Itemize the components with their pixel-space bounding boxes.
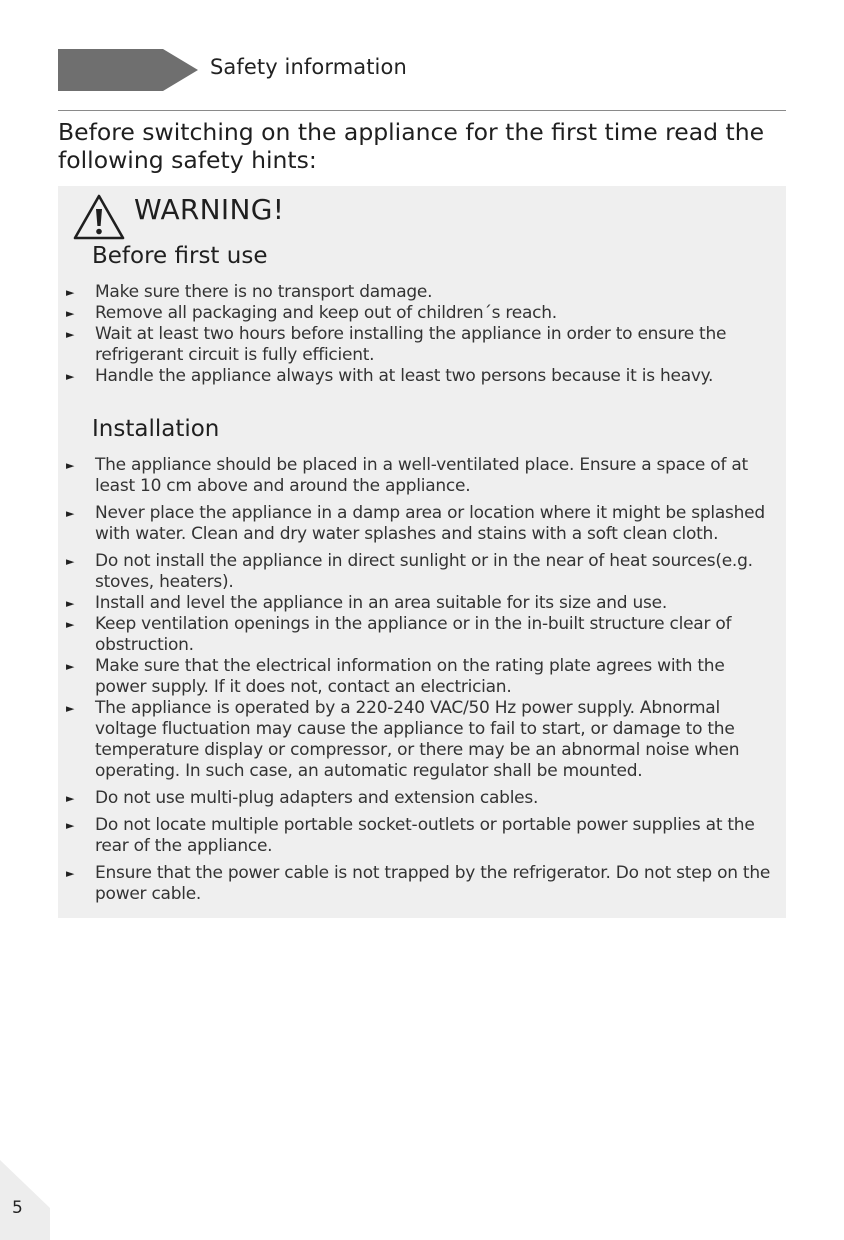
bullet-arrow-icon: ► xyxy=(66,792,75,805)
section-title: Safety information xyxy=(210,55,407,79)
warning-title: WARNING! xyxy=(134,193,285,226)
list-item: ► Ensure that the power cable is not trapped by the refrigerator. Do not step on the power cable. xyxy=(66,863,771,904)
list-item: ► Remove all packaging and keep out of children´s reach. xyxy=(66,303,557,323)
bullet-arrow-icon: ► xyxy=(66,307,75,320)
section-tab-marker xyxy=(58,49,198,91)
bullet-arrow-icon: ► xyxy=(66,286,75,299)
page-corner-tab xyxy=(0,1160,50,1240)
bullet-arrow-icon: ► xyxy=(66,507,75,520)
bullet-arrow-icon: ► xyxy=(66,702,75,715)
warning-triangle-icon xyxy=(72,193,126,241)
list-item: ► Make sure that the electrical information on the rating plate agrees with the power supply. If it does not, contact an electrician. xyxy=(66,656,725,697)
bullet-arrow-icon: ► xyxy=(66,328,75,341)
subheading-before-first-use: Before first use xyxy=(92,243,268,269)
list-item: ► Wait at least two hours before installing the appliance in order to ensure the refrigerant circuit is fully efficient. xyxy=(66,324,727,365)
bullet-arrow-icon: ► xyxy=(66,370,75,383)
bullet-arrow-icon: ► xyxy=(66,459,75,472)
list-item: ► Keep ventilation openings in the appliance or in the in-built structure clear of obstruction. xyxy=(66,614,732,655)
before-first-use-list xyxy=(58,282,780,387)
bullet-arrow-icon: ► xyxy=(66,597,75,610)
list-item: ► The appliance is operated by a 220-240 VAC/50 Hz power supply. Abnormal voltage fluctuation may cause the appliance to fail to start, or damage to the temperature display or compressor, or there may be an abnormal noise when operating. In such case, an automatic regulator shall be mounted. xyxy=(66,698,740,781)
subheading-installation: Installation xyxy=(92,416,220,442)
list-item: ► Install and level the appliance in an area suitable for its size and use. xyxy=(66,593,667,613)
list-item: ► Never place the appliance in a damp area or location where it might be splashed with water. Clean and dry water splashes and stains with a soft clean cloth. xyxy=(66,503,765,544)
bullet-arrow-icon: ► xyxy=(66,660,75,673)
bullet-arrow-icon: ► xyxy=(66,555,75,568)
intro-heading: Before switching on the appliance for the first time read the following safety hints: xyxy=(58,118,765,174)
header-divider xyxy=(58,110,786,111)
list-item: ► Do not install the appliance in direct sunlight or in the near of heat sources(e.g. stoves, heaters). xyxy=(66,551,753,592)
bullet-arrow-icon: ► xyxy=(66,618,75,631)
installation-list xyxy=(58,455,780,905)
list-item: ► Do not use multi-plug adapters and extension cables. xyxy=(66,788,539,808)
list-item: ► Do not locate multiple portable socket-outlets or portable power supplies at the rear of the appliance. xyxy=(66,815,755,856)
bullet-arrow-icon: ► xyxy=(66,819,75,832)
list-item: ► The appliance should be placed in a well-ventilated place. Ensure a space of at least 10 cm above and around the appliance. xyxy=(66,455,748,496)
list-item: ► Make sure there is no transport damage. xyxy=(66,282,433,302)
page-number: 5 xyxy=(12,1198,23,1218)
list-item: ► Handle the appliance always with at least two persons because it is heavy. xyxy=(66,366,714,386)
bullet-arrow-icon: ► xyxy=(66,867,75,880)
